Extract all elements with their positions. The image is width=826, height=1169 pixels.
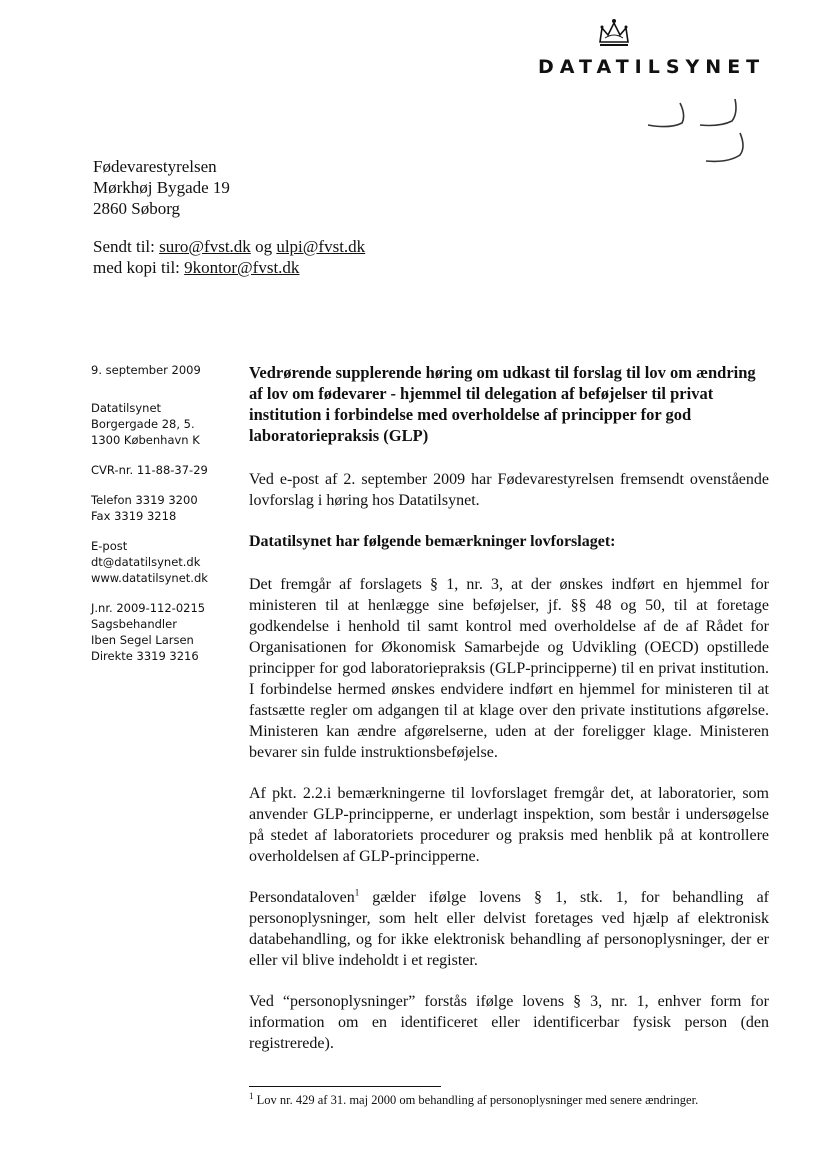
- footnote-number: 1: [249, 1090, 254, 1101]
- paragraph-5: Ved “personoplysninger” forstås ifølge lovens § 3, nr. 1, enhver form for information om en identificeret eller identificerbar fysisk person (den registrerede).: [249, 993, 769, 1052]
- sender-address: [91, 400, 241, 448]
- sent-to-label: Sendt til:: [93, 237, 155, 256]
- email-link-1[interactable]: suro@fvst.dk: [159, 237, 251, 256]
- sender-website[interactable]: www.datatilsynet.dk: [91, 571, 208, 585]
- conjunction: og: [255, 237, 273, 256]
- sender-line: Borgergade 28, 5.: [91, 417, 195, 431]
- reference-block: [91, 600, 241, 664]
- paragraph-4: [249, 887, 769, 971]
- direct-phone: Direkte 3319 3216: [91, 649, 199, 663]
- letter-body: [249, 362, 769, 1074]
- sender-line: Datatilsynet: [91, 401, 162, 415]
- email-link-2[interactable]: ulpi@fvst.dk: [276, 237, 366, 256]
- fax-line: Fax 3319 3218: [91, 509, 177, 523]
- footnote-divider: [249, 1086, 441, 1087]
- sent-to-block: [93, 236, 365, 278]
- letter-date: 9. september 2009: [91, 363, 201, 377]
- sender-email[interactable]: dt@datatilsynet.dk: [91, 555, 201, 569]
- paragraph-2: Det fremgår af forslagets § 1, nr. 3, at der ønskes indført en hjemmel for ministeren til at henlægge sine beføjelser, jf. §§ 48 og 50, til at foretage godkendelse i henhold til samt kontrol med overholdelse af de af Rådet for Organisationen for Økonomisk Samarbejde og Udvikling (OECD) opstillede principper for god laboratoriepraksis (GLP-principperne) til en privat institution. I forbindelse hermed ønskes endvidere indført en hjemmel for ministeren til at fastsætte regler om adgangen til at klage over den private institutions afgørelse. Ministeren kan ændre afgørelserne, uden at der foreligger klage. Ministeren bevarer sin fulde instruktionsbeføjelse.: [249, 576, 769, 761]
- paragraph-3: Af pkt. 2.2.i bemærkningerne til lovforslaget fremgår det, at laboratorier, som anvender GLP-principperne, er underlagt inspektion, som består i undersøgelse på stedet af laboratoriets procedurer og praksis med henblik på at kontrollere overholdelsen af GLP-principperne.: [249, 785, 769, 865]
- paragraph-4-start: Persondataloven: [249, 889, 355, 906]
- footnote-text: Lov nr. 429 af 31. maj 2000 om behandling af personoplysninger med senere ændringer.: [253, 1093, 699, 1107]
- case-handler-name: Iben Segel Larsen: [91, 633, 194, 647]
- cc-line: [93, 257, 365, 278]
- recipient-line: Mørkhøj Bygade 19: [93, 178, 230, 197]
- email-label: E-post: [91, 539, 128, 553]
- recipient-line: Fødevarestyrelsen: [93, 157, 217, 176]
- recipient-line: 2860 Søborg: [93, 199, 181, 218]
- phone-block: [91, 492, 241, 524]
- brand-name: DATATILSYNET: [538, 56, 766, 78]
- phone-line: Telefon 3319 3200: [91, 493, 198, 507]
- recipient-address: [93, 156, 230, 219]
- letter-subject: Vedrørende supplerende høring om udkast til forslag til lov om ændring af lov om fødevarer - hjemmel til delegation af beføjelser til privat institution i forbindelse med overholdelse af principper for god laboratoriepraksis (GLP): [249, 363, 756, 445]
- contact-block: [91, 538, 241, 586]
- cc-label: med kopi til:: [93, 258, 180, 277]
- handwritten-mark-icon: [640, 95, 760, 175]
- crown-icon: [596, 18, 632, 48]
- footnote: [249, 1090, 769, 1108]
- footnote-ref: 1: [354, 887, 360, 898]
- sent-to-line: [93, 236, 365, 257]
- paragraph-1: Ved e-post af 2. september 2009 har Fødevarestyrelsen fremsendt ovenstående lovforslag i høring hos Datatilsynet.: [249, 471, 769, 509]
- case-number: J.nr. 2009-112-0215: [91, 601, 206, 615]
- case-handler-label: Sagsbehandler: [91, 617, 177, 631]
- section-heading: Datatilsynet har følgende bemærkninger lovforslaget:: [249, 533, 616, 550]
- cc-email-link[interactable]: 9kontor@fvst.dk: [184, 258, 300, 277]
- cvr-number: CVR-nr. 11-88-37-29: [91, 463, 208, 477]
- paragraph-4-rest: gælder ifølge lovens § 1, stk. 1, for behandling af personoplysninger, som helt eller delvist foretages ved hjælp af elektronisk databehandling, og for ikke elektronisk behandling af personoplysninger, der er eller vil blive indeholdt i et register.: [249, 889, 769, 969]
- sender-line: 1300 København K: [91, 433, 200, 447]
- sidebar: [91, 362, 241, 678]
